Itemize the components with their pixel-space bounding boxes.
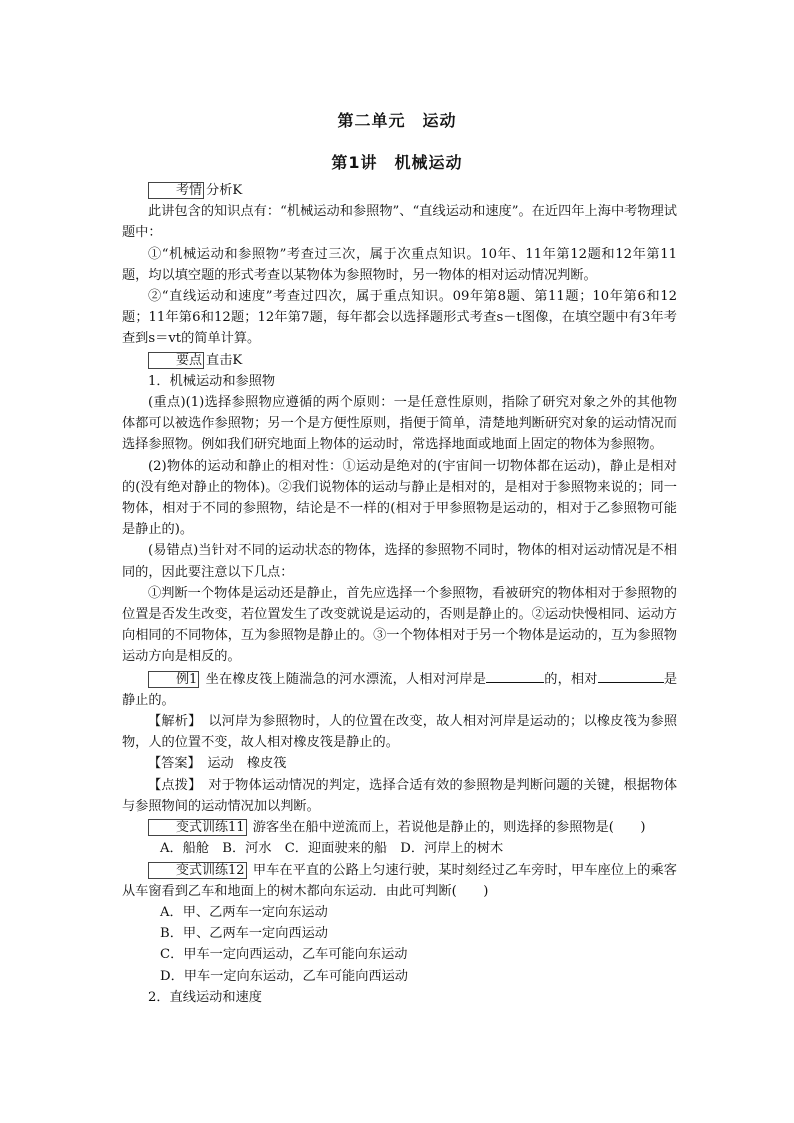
mistake-intro: (易错点)当针对不同的运动状态的物体，选择的参照物不同时，物体的相对运动情况是不相同的，因此要注意以下几点：: [122, 543, 677, 580]
point-2-title: 2．直线运动和速度: [148, 989, 262, 1005]
answer-blank-2[interactable]: [598, 668, 664, 683]
unit-title: 第二单元 运动: [337, 111, 457, 130]
drill-1-options: A．船舱 B．河水 C．迎面驶来的船 D．河岸上的树木: [160, 841, 504, 857]
analysis-heading: 考情 分析K: [122, 180, 677, 201]
analysis-paragraph-3: ②“直线运动和速度”考查过四次，属于重点知识。09年第8题、第11题；10年第6和12题；11年第6和12题；12年第7题，每年都会以选择题形式考查s－t图像，在填空题中有3年考查到s＝vt的简单计算。: [122, 289, 677, 347]
document-body: [122, 180, 677, 1008]
mistake-details: ①判断一个物体是运动还是静止，首先应选择一个参照物，看被研究的物体相对于参照物的位置是否发生改变，若位置发生了改变就说是运动的，否则是静止的。②运动快慢相同、运动方向相同的不同物体，互为参照物是静止的。③一个物体相对于另一个物体是运动的，互为参照物运动方向是相反的。: [122, 585, 677, 665]
drill-2-option-d: D．甲车一定向东运动，乙车可能向西运动: [160, 968, 408, 984]
example-1-tip: 【点拨】 对于物体运动情况的判定，选择合适有效的参照物是判断问题的关键，根据物体与参照物间的运动情况加以判断。: [122, 777, 678, 814]
analysis-paragraph-2: ①“机械运动和参照物”考查过三次，属于次重点知识。10年、11年第12题和12年第11题，均以填空题的形式考查以某物体为参照物时，另一物体的相对运动情况判断。: [122, 246, 677, 283]
drill-2: 变式训练12 甲车在平直的公路上匀速行驶，某时刻经过乙车旁时，甲车座位上的乘客从车窗看到乙车和地面上的树木都向东运动．由此可判断( ): [122, 862, 677, 899]
drill-1: 变式训练11 游客坐在船中逆流而上，若说他是静止的，则选择的参照物是( ): [122, 817, 677, 838]
drill-2-option-c: C．甲车一定向西运动，乙车可能向东运动: [160, 947, 408, 963]
example-1-analysis: 【解析】 以河岸为参照物时，人的位置在改变，故人相对河岸是运动的；以橡皮筏为参照物，人的位置不变，故人相对橡皮筏是静止的。: [122, 714, 678, 751]
analysis-tag: 考情: [148, 182, 204, 199]
example-1-tag: 例1: [148, 671, 199, 688]
point-1-title: 1．机械运动和参照物: [148, 373, 276, 389]
lecture-title: 第1讲 机械运动: [331, 153, 463, 172]
drill-2-option-b: B．甲、乙两车一定向西运动: [160, 926, 328, 942]
key-point-2: (2)物体的运动和静止的相对性：①运动是绝对的(宇宙间一切物体都在运动)，静止是相对的(没有绝对静止的物体)。②我们说物体的运动与静止是相对的，是相对于参照物来说的；同一物体，相对于不同的参照物，结论是不一样的(相对于甲参照物是运动的，相对于乙参照物可能是静止的)。: [122, 458, 677, 538]
drill-2-option-a: A．甲、乙两车一定向东运动: [160, 904, 328, 920]
key-point-1: (重点)(1)选择参照物应遵循的两个原则：一是任意性原则，指除了研究对象之外的其他物体都可以被选作参照物；另一个是方便性原则，指便于简单，清楚地判断研究对象的运动情况而选择参照物。例如我们研究地面上物体的运动时，常选择地面或地面上固定的物体为参照物。: [122, 395, 677, 453]
example-1-answer: 【答案】 运动 橡皮筏: [148, 756, 287, 772]
points-heading: 要点 直击K: [122, 350, 677, 371]
analysis-paragraph-1: 此讲包含的知识点有：“机械运动和参照物”、“直线运动和速度”。在近四年上海中考物理试题中：: [122, 204, 677, 241]
drill-1-tag: 变式训练11: [148, 819, 247, 836]
example-1: 例1 坐在橡皮筏上随湍急的河水漂流，人相对河岸是 的，相对 是静止的。: [122, 668, 677, 711]
drill-2-tag: 变式训练12: [148, 862, 247, 879]
points-tag: 要点: [148, 352, 204, 369]
answer-blank-1[interactable]: [486, 668, 544, 683]
